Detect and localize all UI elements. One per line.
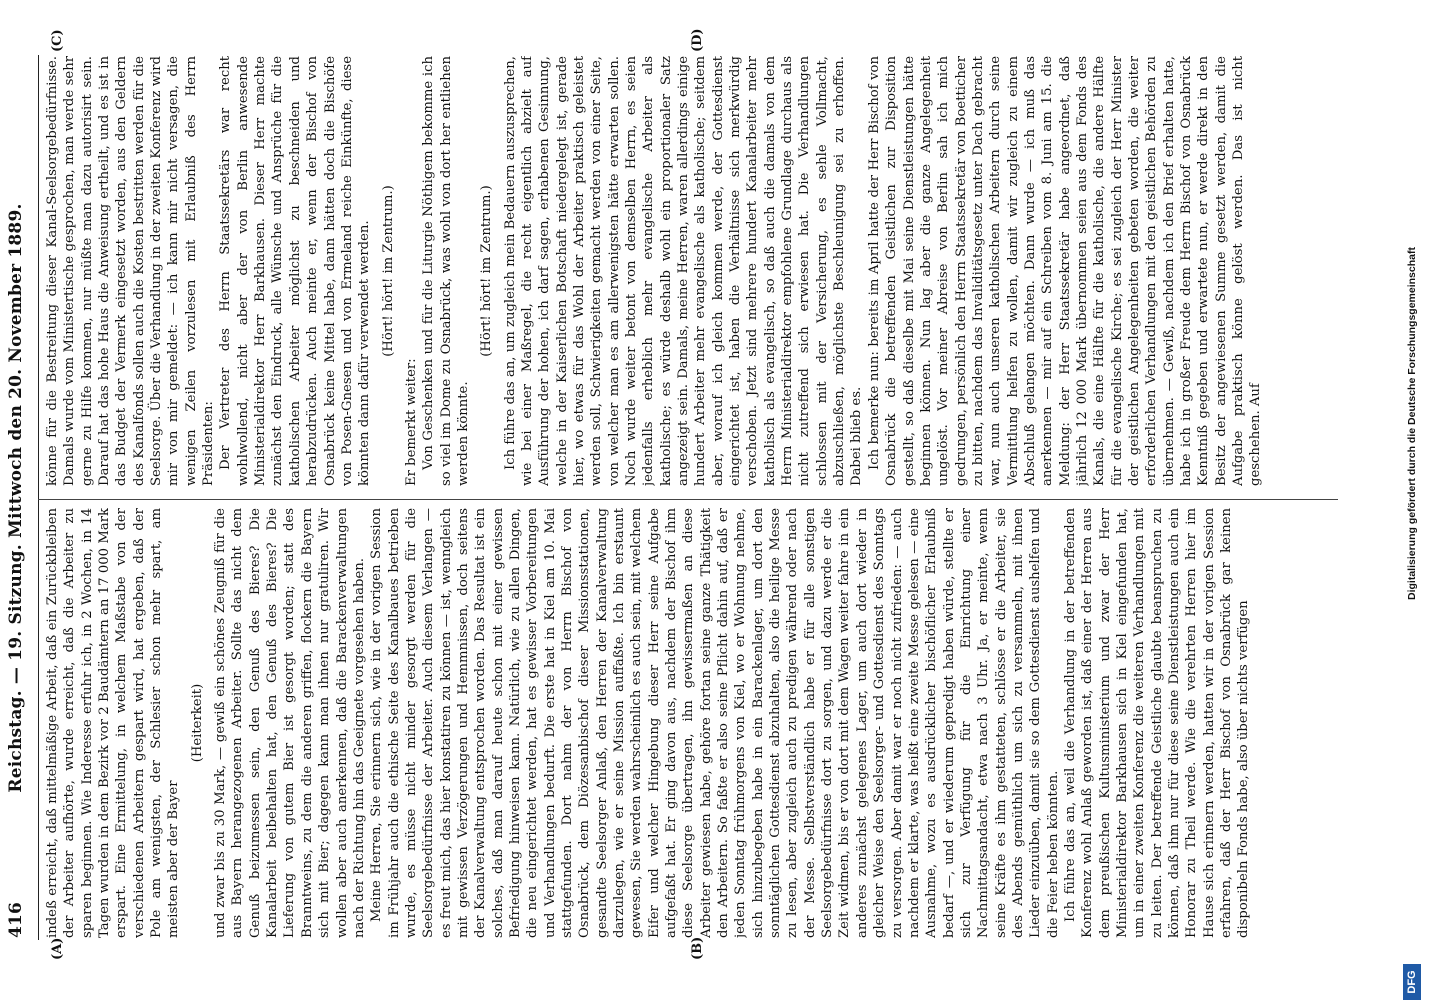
page-header: [2, 58, 30, 938]
paragraph: Meine Herren, Sie erinnern sich, wie in der vorigen Session im Frühjahr auch die ethische Seite des Kanalbaues betrieben wurde, es müsse nicht minder gesorgt werden für die Seelsorgebedürfnisse der Arbeiter. Auch diesem Verlangen — es freut mich, das hier konstatiren zu können — ist, wenngleich mit gewissen Verzögerungen und Hemmnissen, doch seitens der Kanalverwaltung entsprochen worden. Das Resultat ist ein solches, daß man darauf heute schon mit einer gewissen Befriedigung hinweisen kann. Natürlich, wie zu allen Dingen, die neu eingerichtet werden, hat es gewisser Vorbereitungen und Verhandlungen bedurft. Die erste hat in Kiel am 10. Mai stattgefunden. Dort nahm der von Herrn Bischof von Osnabrück, dem Diözesanbischof dieser Missionsstationen, gesandte Seelsorger Anlaß, den Herren der Kanalverwaltung darzulegen, wie er seine Mission auffaßte. Ich bin erstaunt gewesen, Sie werden wahrscheinlich es auch sein, mit welchem Eifer und welcher Hingebung dieser Herr seine Aufgabe aufgefaßt hat. Er ging davon aus, nachdem der Bischof ihm diese Seelsorge übertragen, ihn gewissermaßen an diese Arbeiter gewiesen habe, gehöre fortan seine ganze Thätigkeit den Arbeitern. So faßte er also seine Pflicht dahin auf, daß er jeden Sonntag frühmorgens von Kiel, wo er Wohnung nehme, sich hinzubegeben habe in ein Barackenlager, um dort den sonntäglichen Gottesdienst abzuhalten, also die heilige Messe zu lesen, aber zugleich auch zu predigen während oder nach der Messe. Selbstverständlich habe er für alle sonstigen Seelsorgebedürfnisse dort zu sorgen, und dazu werde er die Zeit widmen, bis er von dort mit dem Wagen weiter fahre in ein anderes zunächst gelegenes Lager, um auch dort wieder in gleicher Weise den Seelsorger- und Gottesdienst des Sonntags zu versorgen. Aber damit war er noch nicht zufrieden: — auch nachdem er klarte, was heißt eine zweite Messe gelesen — eine Ausnahme, wozu es ausdrücklicher bischöflicher Erlaubniß bedarf —, und er wiederum gepredigt haben würde, stellte er sich zur Verfügung für die Einrichtung einer Nachmittagsandacht, etwa nach 3 Uhr. Ja, er meinte, wenn seine Kräfte es ihm gestatteten, schlösse er die Arbeiter, sie des Abends gemüthlich um sich zu versammeln, mit ihnen Lieder einzuüben, damit sie so dem Gottesdienst aushelfen und die Feier heben könnten.: [369, 508, 1061, 938]
page-number: 416: [6, 901, 26, 938]
paragraph: Ich bemerke nun: bereits im April hatte der Herr Bischof von Osnabrück die betreffenden Geistlichen zur Disposition gestellt, so daß dieselbe mit Mai seine Dienstleistungen hätte beginnen können. Nun lag aber die ganze Angelegenheit ungelöst. Vor meiner Abreise von Berlin sah ich mich gedrungen, persönlich den Herrn Staatssekretär von Boetticher zu bitten, nachdem das Invaliditätsgesetz unter Dach gebracht war, nun auch unseren katholischen Arbeitern durch seine Vermittlung helfen zu wollen, damit wir zugleich zu einem Abschluß gelangen möchten. Dann wurde — ich muß das anerkennen — mir auf ein Schreiben vom 8. Juni am 15. die Meldung: der Herr Staatssekretär habe angeordnet, daß jährlich 12 000 Mark übernommen seien aus dem Fonds des Kanals, die eine Hälfte für die katholische, die andere Hälfte für die evangelische Kirche; es sei zugleich der Herr Minister der geistlichen Angelegenheiten gebeten worden, die weiter erforderlichen Verhandlungen mit den geistlichen Behörden zu übernehmen. — Gewiß, nachdem ich den Brief erhalten hatte, habe ich in großer Freude dem Herrn Bischof von Osnabrück Kenntniß gegeben und erwartete nun, er werde direkt in den Besitz der angewiesenen Summe gesetzt werden, damit die Aufgabe praktisch könne gelöst werden. Das ist nicht geschehen. Auf: [866, 56, 1264, 486]
digitization-note: Digitalisierung gefördert durch die Deutsche Forschungsgemeinschaft: [1406, 247, 1418, 600]
paragraph: indeß erreicht, daß mittelmäßige Arbeit, daß ein Zurückbleiben der Arbeiter aufhörte, wurde erreicht, daß die Arbeiter zu sparen beginnen. Wie Inderesse erfuhr ich, in 2 Wochen, in 14 Tagen wurden in dem Bezirk vor 2 Baudämtern an 17 000 Mark erspart. Eine Ermittelung, in welchem Maßstabe von der verschiedenen Arbeitern gespart wird, hat ergeben, daß der Pole am wenigsten, der Schlesier schon mehr spart, am meisten aber der Bayer: [45, 508, 182, 938]
paragraph: Er bemerkt weiter:: [403, 358, 419, 486]
paragraph: und zwar bis zu 30 Mark, — gewiß ein schönes Zeugniß für die aus Bayern herangezogenen Arbeiter. Sollte das nicht dem Genuß beizumessen sein, den Genuß des Bieres? Die Kanalarbeit beibehalten hat, den Genuß des Bieres? Die Lieferung von gutem Bier ist gesorgt worden; statt des Branntweins, zu dem die anderen griffen, flockern die Bayern sich mit Bier; dagegen kann man ihnen nur gratuliren. Wir wollen aber auch anerkennen, daß die Barackenverwaltungen nach der Richtung hin das Geeignete vorgesehen haben.: [213, 508, 367, 938]
interjection: (Heiterkeit): [189, 683, 205, 763]
quotation: Der Vertreter des Herrn Staatssekretärs war recht wohlwollend, nicht aber der von Berlin anwesende Ministerialdirektor Herr Barkhausen. Dieser Herr machte zunächst den Eindruck, alle Wünsche und Ansprüche für die katholischen Arbeiter möglichst zu beschneiden und herabzudrücken. Auch meinte er, wenn der Bischof von Osnabrück keine Mittel habe, dann hätten doch die Bischöfe von Posen-Gnesen und von Ermeland reiche Einkünfte, diese könnten dann dafür verwendet werden.: [218, 56, 373, 486]
paragraph: Ich führe das an, um zugleich mein Bedauern auszusprechen, wie bei einer Maßregel, die recht eigentlich abzielt auf Ausführung der hohen, ich darf sagen, erhabenen Gesinnung, welche in der Kaiserlichen Botschaft niedergelegt ist, gerade hier, wo etwas für das Wohl der Arbeiter praktisch geleistet werden soll, Schwierigkeiten gemacht werden von einer Seite, von welcher man es am allerwenigsten hätte erwarten sollen. Noch wurde weiter betont von demselben Herrn, es seien jedenfalls erheblich mehr evangelische Arbeiter als katholische; es würde deshalb wohl ein proportionaler Satz angezeigt sein. Damals, meine Herren, waren allerdings einige hundert Arbeiter mehr evangelische als katholische; seitdem aber, worauf ich gleich kommen werde, der Gottesdienst eingerichtet ist, haben die Verhältnisse sich merkwürdig verschoben. Jetzt sind mehrere hundert Kanalarbeiter mehr katholisch als evangelisch, so daß auch die damals von dem Herrn Ministerialdirektor empfohlene Grundlage durchaus als nicht zutreffend sich erwiesen hat. Die Verhandlungen schlossen mit der Versicherung, es sehle Vollmacht, abzuschließen, möglichste Beschleunigung sei zu erhoffen. Dabei blieb es.: [502, 56, 865, 486]
quotation: Von Geschenken und für die Liturgie Nöthigem bekomme ich so viel im Dome zu Osnabrück, was wohl von dort her entliehen werden könnte.: [421, 56, 471, 486]
paragraph: Ich führe das an, weil die Verhandlung in der betreffenden Konferenz wohl Anlaß geworden ist, daß einer der Herren aus dem preußischen Kultusministerium und zwar der Herr Ministerialdirektor Barkhausen sich in Kiel eingefunden hat, um in einer zweiten Konferenz die weiteren Verhandlungen mit zu leiten. Der betreffende Geistliche glaubte beanspruchen zu können, daß ihm nur für diese seine Dienstleistungen auch ein Honorar zu Theil werde. Wie die verehrten Herren hier im Hause sich erinnern werden, hatten wir in der vorigen Session erfahren, daß der Herr Bischof von Osnabrück gar keinen disponibeln Fonds habe, also über nichts verfügen: [1062, 508, 1252, 938]
left-column: [44, 508, 1334, 938]
column-divider: [38, 499, 1338, 500]
margin-mark-d: (D): [690, 28, 705, 52]
interjection: (Hört! hört! im Zentrum.): [380, 185, 396, 357]
digitization-footer: [1400, 0, 1424, 1000]
margin-mark-b: (B): [690, 936, 705, 960]
margin-mark-a: (A): [50, 937, 65, 960]
right-column: [44, 56, 1334, 486]
header-rule: [38, 55, 39, 940]
paragraph: könne für die Bestreitung dieser Kanal-Seelsorgebedürfnisse. Damals wurde vom Ministertische gesprochen, man werde sehr gerne zu Hilfe kommen, nur müßte man dazu autorisirt sein. Darauf hat das hohe Haus die Anweisung ertheilt, und es ist in das Budget der Vermerk eingesetzt worden, aus den Geldern des Kanalfonds sollen auch die Kosten bestritten werden für die Seelsorge. Über die Verhandlung in der zweiten Konferenz wird mir von mir gemeldet: — ich kann mir nicht versagen, die wenigen Zeilen vorzulesen mit Erlaubniß des Herrn Präsidenten:: [45, 56, 217, 486]
margin-mark-c: (C): [50, 29, 65, 52]
interjection: (Hört! hört! im Zentrum.): [479, 185, 495, 357]
dfg-logo: DFG: [1403, 964, 1421, 1000]
running-title: Reichstag. — 19. Sitzung. Mittwoch den 20. November 1889.: [6, 203, 26, 793]
